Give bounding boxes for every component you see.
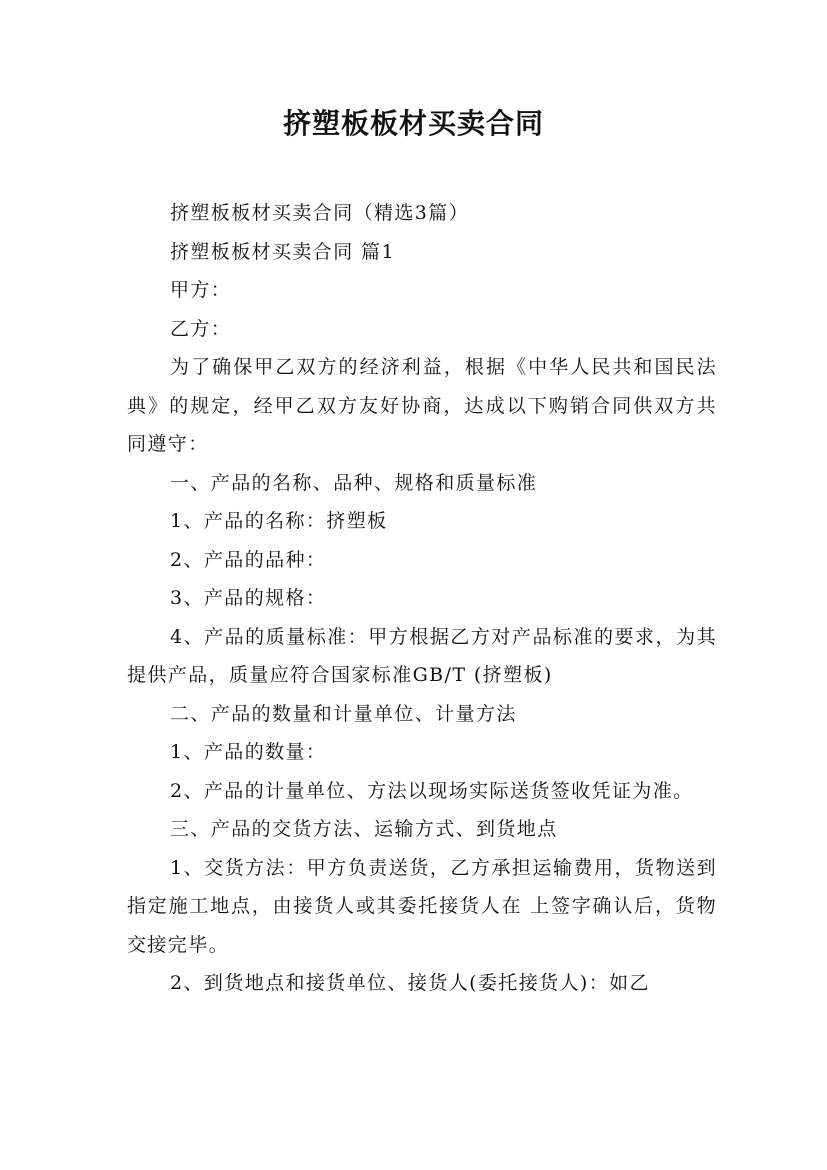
paragraph-clause-3-1: 1、交货方法：甲方负责送货，乙方承担运输费用，货物送到指定施工地点，由接货人或其委托接货人在 上签字确认后，货物交接完毕。	[127, 856, 717, 956]
paragraph-section-heading: 挤塑板板材买卖合同 篇1	[170, 240, 395, 263]
document-body	[127, 194, 717, 1003]
paragraph-clause-1-2: 2、产品的品种：	[170, 548, 327, 571]
paragraph-subtitle: 挤塑板板材买卖合同（精选3篇）	[170, 202, 470, 224]
paragraph-clause-2-2: 2、产品的计量单位、方法以现场实际送货签收凭证为准。	[170, 779, 694, 802]
paragraph-clause-2-1: 1、产品的数量：	[170, 741, 327, 763]
paragraph-party-b: 乙方：	[170, 317, 232, 340]
paragraph-clause-1-4: 4、产品的质量标准：甲方根据乙方对产品标准的要求，为其提供产品，质量应符合国家标准GB/T (挤塑板)	[127, 625, 717, 686]
paragraph-preamble: 为了确保甲乙双方的经济利益，根据《中华人民共和国民法典》的规定，经甲乙双方友好协商，达成以下购销合同供双方共同遵守：	[127, 356, 717, 455]
paragraph-party-a: 甲方：	[170, 279, 232, 301]
paragraph-clause-2-heading: 二、产品的数量和计量单位、计量方法	[170, 702, 517, 725]
paragraph-clause-3-heading: 三、产品的交货方法、运输方式、到货地点	[170, 818, 558, 840]
paragraph-clause-1-3: 3、产品的规格：	[170, 587, 327, 609]
document-title: 挤塑板板材买卖合同	[282, 107, 544, 140]
paragraph-clause-3-2: 2、到货地点和接货单位、接货人(委托接货人)：如乙	[170, 972, 650, 994]
paragraph-clause-1-heading: 一、产品的名称、品种、规格和质量标准	[170, 471, 538, 494]
paragraph-clause-1-1: 1、产品的名称：挤塑板	[170, 510, 388, 532]
